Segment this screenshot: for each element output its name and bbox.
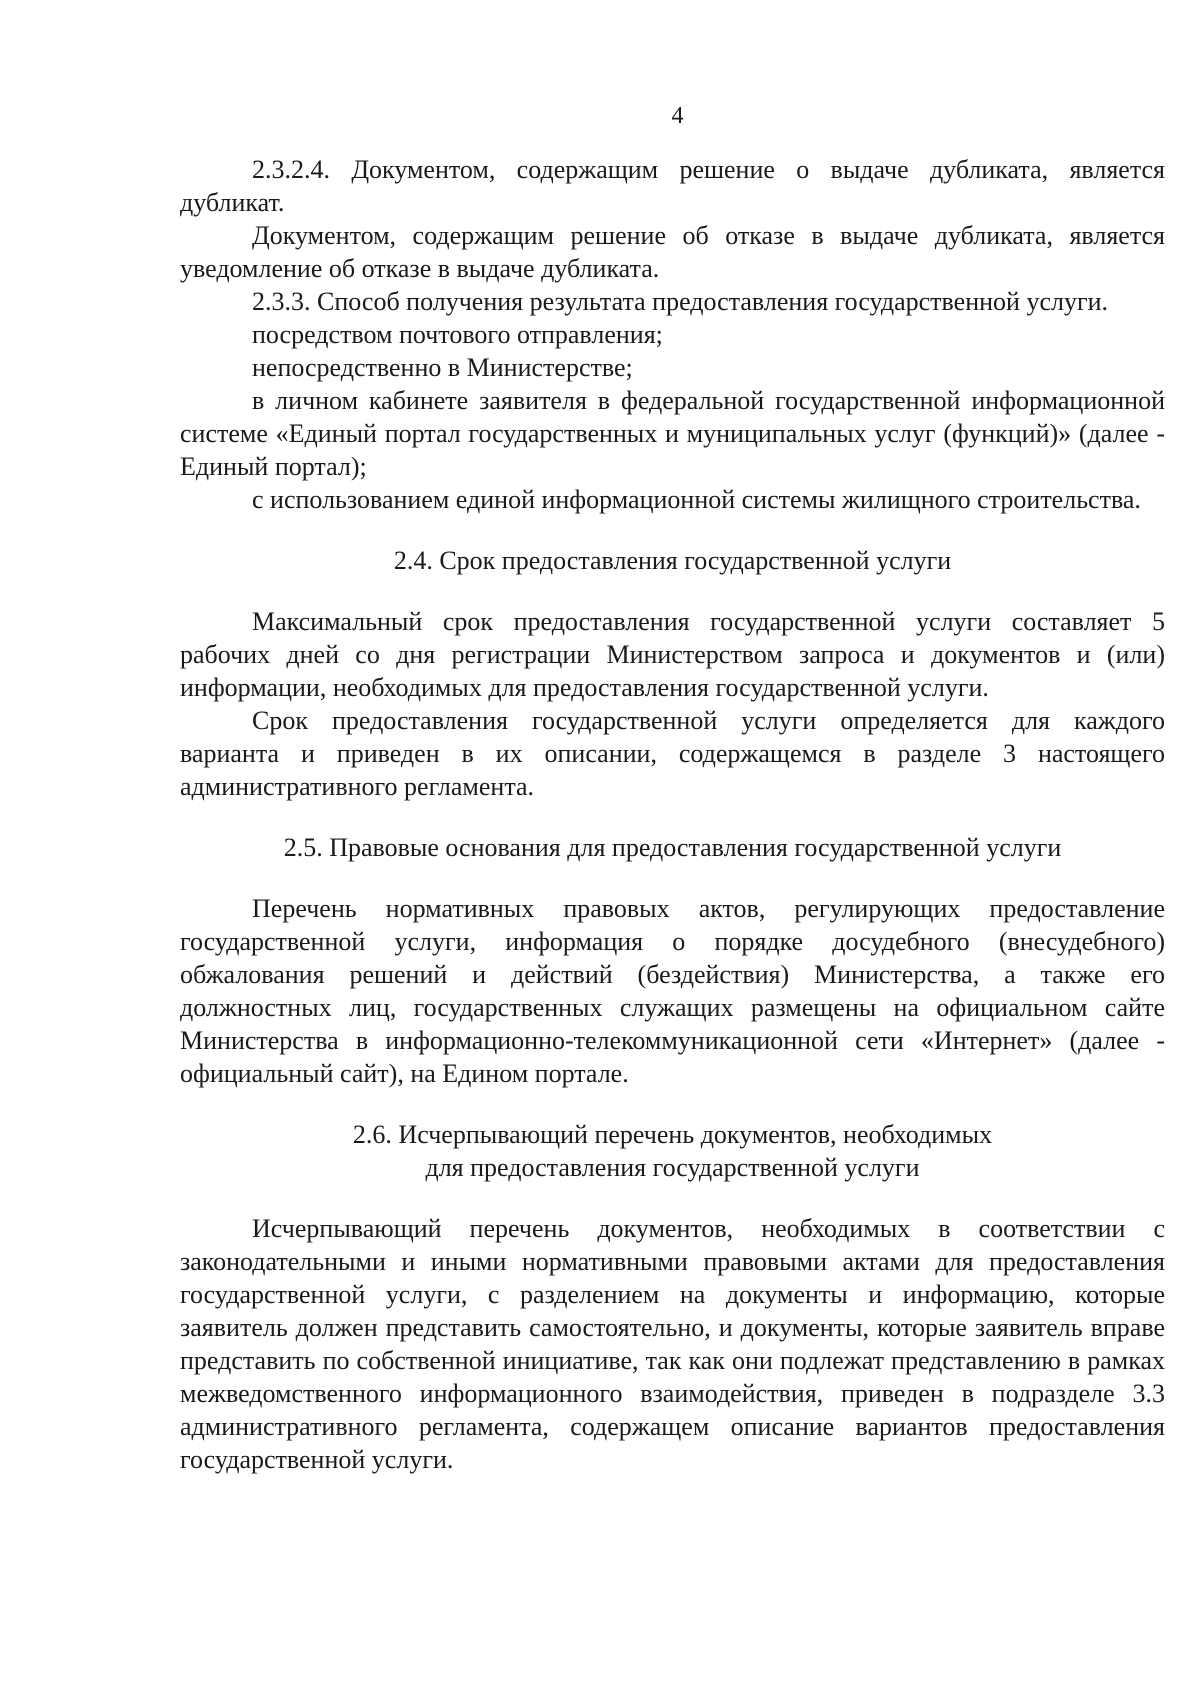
paragraph-2-3-3: 2.3.3. Способ получения результата предоставления государственной услуги. [252, 287, 1109, 316]
section-heading-2-6-line2: для предоставления государственной услуги [425, 1153, 920, 1182]
list-item-personal-account: в личном кабинете заявителя в федеральной государственной информационной системе «Единый портал государственных и муниципальных услуг (функций)» (далее - Единый портал); [180, 386, 1165, 481]
list-item-housing-system: с использованием единой информационной системы жилищного строительства. [252, 485, 1141, 514]
section-heading-2-6 [180, 1118, 1165, 1184]
page-number: 4 [671, 103, 684, 129]
list-item-postal: посредством почтового отправления; [252, 320, 663, 349]
section-heading-2-4: 2.4. Срок предоставления государственной услуги [393, 546, 952, 575]
paragraph-2-4-variant-term: Срок предоставления государственной услуги определяется для каждого варианта и приведен в их описании, содержащемся в разделе 3 настоящего административного регламента. [180, 706, 1165, 801]
paragraph-2-6-documents-list: Исчерпывающий перечень документов, необходимых в соответствии с законодательными и иными нормативными правовыми актами для предоставления государственной услуги, с разделением на документы и информацию, которые заявитель должен представить самостоятельно, и документы, которые заявитель вправе представить по собственной инициативе, так как они подлежат представлению в рамках межведомственного информационного взаимодействия, приведен в подразделе 3.3 административного регламента, содержащем описание вариантов предоставления государственной услуги. [180, 1214, 1165, 1474]
document-page [180, 100, 1165, 1476]
paragraph-2-5-legal-acts: Перечень нормативных правовых актов, регулирующих предоставление государственной услуги, информация о порядке досудебного (внесудебного) обжалования решений и действий (бездействия) Министерства, а также его должностных лиц, государственных служащих размещены на официальном сайте Министерства в информационно-телекоммуникационной сети «Интернет» (далее - официальный сайт), на Едином портале. [180, 894, 1165, 1088]
paragraph-refusal-document: Документом, содержащим решение об отказе в выдаче дубликата, является уведомление об отказе в выдаче дубликата. [180, 221, 1165, 283]
paragraph-2-3-2-4: 2.3.2.4. Документом, содержащим решение о выдаче дубликата, является дубликат. [180, 155, 1165, 217]
paragraph-2-4-max-term: Максимальный срок предоставления государственной услуги составляет 5 рабочих дней со дня регистрации Министерством запроса и документов и (или) информации, необходимых для предоставления государственной услуги. [180, 607, 1165, 702]
section-heading-2-5: 2.5. Правовые основания для предоставления государственной услуги [283, 833, 1062, 862]
list-item-ministry: непосредственно в Министерстве; [252, 353, 633, 382]
section-heading-2-6-line1: 2.6. Исчерпывающий перечень документов, необходимых [352, 1120, 993, 1149]
